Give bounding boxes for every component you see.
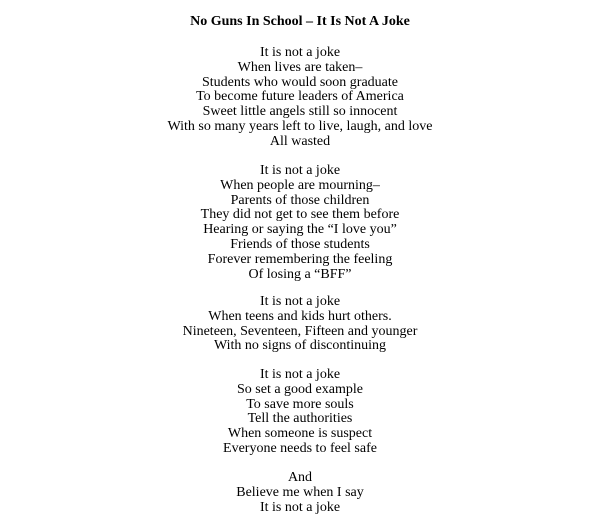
poem-line: To become future leaders of America (196, 89, 404, 105)
poem-line: Believe me when I say (236, 484, 364, 500)
poem-line: Students who would soon graduate (202, 74, 398, 90)
poem-line: Of losing a “BFF” (248, 266, 352, 282)
poem-line: It is not a joke (259, 45, 341, 60)
poem-line: Tell the authorities (247, 411, 353, 427)
poem-line: And (287, 470, 313, 485)
poem-line: When lives are taken– (237, 59, 363, 75)
poem-line: To save more souls (246, 396, 354, 412)
poem-line: Parents of those children (230, 192, 370, 208)
poem-line: With no signs of discontinuing (213, 338, 387, 354)
poem-line: It is not a joke (259, 294, 341, 309)
poem-line: All wasted (269, 133, 331, 149)
poem-title: No Guns In School – It Is Not A Joke (190, 14, 410, 29)
poem-line: They did not get to see them before (200, 207, 400, 223)
stanza-5 (0, 471, 600, 515)
stanza-2 (0, 164, 600, 282)
stanza-1 (0, 46, 600, 150)
stanza-3 (0, 295, 600, 354)
poem-line: It is not a joke (259, 499, 341, 515)
poem-line: Sweet little angels still so innocent (202, 104, 398, 120)
poem-line: Everyone needs to feel safe (223, 440, 377, 456)
stanza-4 (0, 368, 600, 457)
poem-line: With so many years left to live, laugh, and love (167, 118, 433, 134)
poem-line: So set a good example (237, 381, 363, 397)
poem-line: When people are mourning– (220, 177, 380, 193)
poem-line: Friends of those students (230, 236, 370, 252)
poem-line: It is not a joke (259, 367, 341, 382)
poem-line: Hearing or saying the “I love you” (203, 222, 397, 238)
poem-line: Forever remembering the feeling (207, 251, 393, 267)
poem-line: Nineteen, Seventeen, Fifteen and younger (182, 323, 418, 339)
poem-line: When teens and kids hurt others. (208, 308, 392, 324)
poem-line: It is not a joke (259, 163, 341, 178)
poem-line: When someone is suspect (227, 426, 373, 442)
